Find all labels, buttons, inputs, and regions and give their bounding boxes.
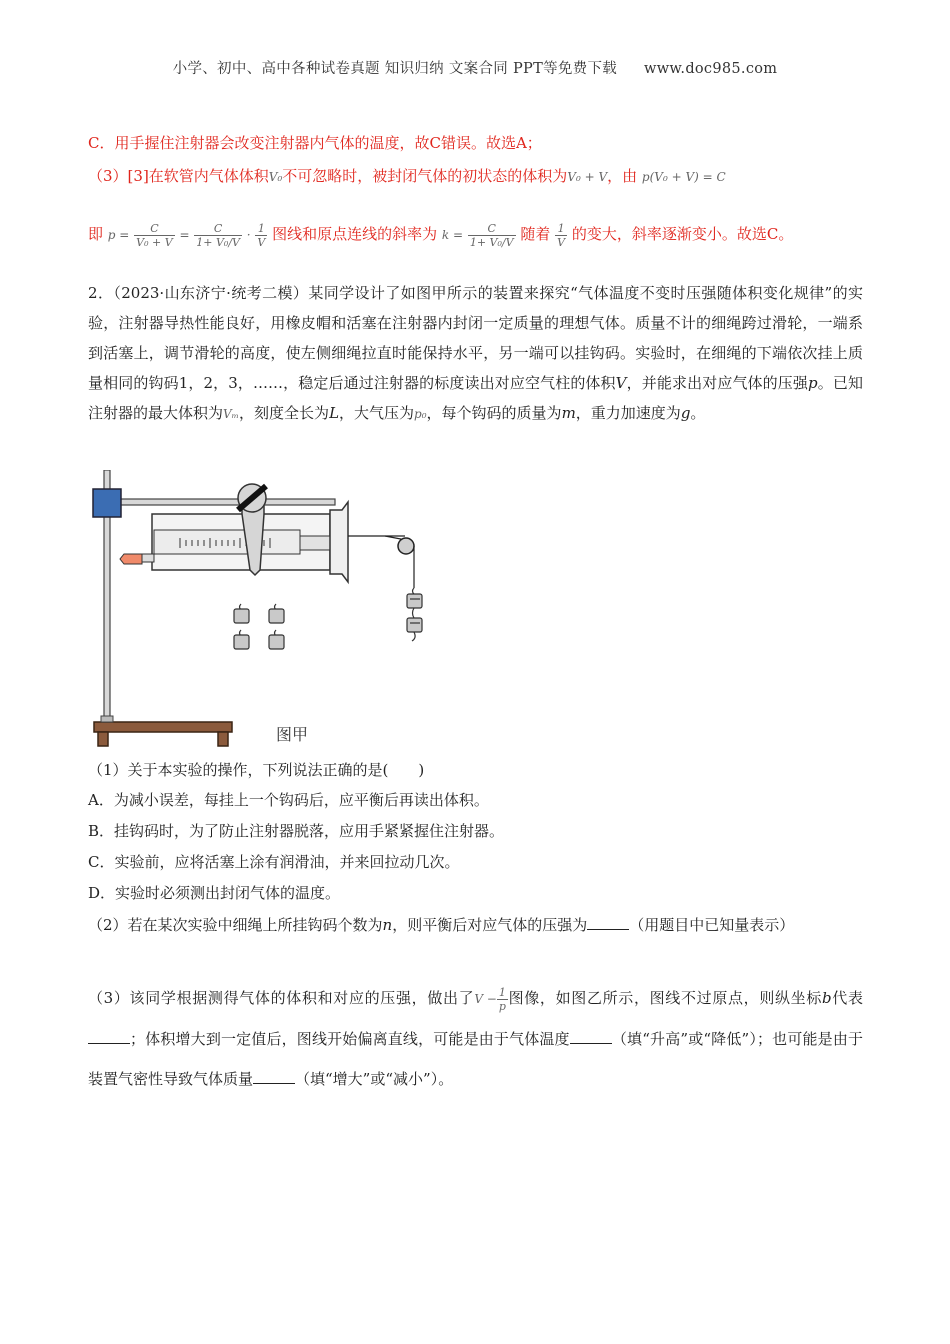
plunger-rod: [300, 536, 330, 550]
header-text: 小学、初中、高中各种试卷真题 知识归纳 文案合同 PPT等免费下载: [172, 61, 618, 77]
syringe-inner: [154, 530, 300, 554]
stand-base: [94, 722, 232, 732]
syringe-nozzle: [142, 554, 154, 562]
spare-weight: [234, 630, 249, 649]
option-a: A．为减小误差，每挂上一个钩码后，应平衡后再读出体积。: [88, 791, 489, 809]
pole-collar: [101, 716, 113, 722]
answer-blank-4[interactable]: [253, 1069, 295, 1084]
spare-weight: [234, 604, 249, 623]
answer-line-4: 即 p = $\frac{C}{\text{V₀ + V}}$ = $\frac{C}{\text{1+ V₀/V}}$ · $\frac{1}{V}$ 图线和原点连线的斜率为 k = $\frac{C}{\text{1+ V₀/V}}$ 随着 $\frac{1}{V}$ 的变大，斜率逐渐变小。故选C。: [88, 221, 794, 249]
q1-stem: （1）关于本实验的操作，下列说法正确的是( ): [88, 761, 425, 779]
pulley: [398, 538, 414, 554]
figure-label: 图甲: [276, 725, 309, 744]
frac-1-over-v: $\frac{1}{V}$: [257, 221, 266, 249]
stand-foot-right: [218, 732, 228, 746]
math-v0: V₀: [268, 170, 283, 184]
q2-stem: （2）若在某次实验中细绳上所挂钩码个数为n，则平衡后对应气体的压强为 （用题目中已知量表示）: [88, 916, 795, 934]
rubber-cap: [120, 554, 142, 564]
math-v0-plus-v: V₀ + V: [567, 170, 608, 184]
option-d: D．实验时必须测出封闭气体的温度。: [88, 884, 341, 902]
answer-blank-2[interactable]: [88, 1029, 130, 1044]
math-law: p(V₀ + V) = C: [641, 170, 726, 184]
spare-weight: [269, 630, 284, 649]
page-header: [0, 57, 950, 78]
answer-blank-3[interactable]: [570, 1029, 612, 1044]
frac-c-over-1v0v: $\frac{C}{\text{1+ V₀/V}}$: [196, 221, 240, 249]
frac-c-over-v0v: $\frac{C}{\text{V₀ + V}}$: [136, 221, 173, 249]
math-vm: Vₘ: [223, 407, 240, 421]
math-p0: p₀: [414, 407, 427, 421]
option-b: B．挂钩码时，为了防止注射器脱落，应用手紧紧握住注射器。: [88, 822, 505, 840]
syringe-flange: [330, 502, 348, 582]
answer-line-3: （3）[3]在软管内气体体积V₀不可忽略时，被封闭气体的初状态的体积为V₀ + V，由 p(V₀ + V) = C: [88, 165, 726, 188]
header-site: www.doc985.com: [644, 61, 778, 77]
frac-1-over-v-b: $\frac{1}{V}$: [557, 221, 566, 249]
spare-weight: [269, 604, 284, 623]
option-c: C．实验前，应将活塞上涂有润滑油，并来回拉动几次。: [88, 853, 460, 871]
q3-stem: （3）该同学根据测得气体的体积和对应的压强，做出了V − $\frac{1}{p}$ 图像，如图乙所示，图线不过原点，则纵坐标b代表；体积增大到一定值后，图线开始偏离直线，可能是由于气体温度 （填“升高”或“降低”）；也可能是由于装置气密性导致气体质量 （填“增大”或“减小”）。: [88, 985, 863, 1088]
frac-1-over-p: $\frac{1}{p}$: [498, 985, 506, 1013]
answer-c-line: C．用手握住注射器会改变注射器内气体的温度，故C错误。故选A；: [88, 134, 542, 152]
clamp-block: [93, 489, 121, 517]
question-intro: 2．（2023·山东济宁·统考二模）某同学设计了如图甲所示的装置来探究“气体温度不变时压强随体积变化规律”的实验，注射器导热性能良好，用橡皮帽和活塞在注射器内封闭一定质量的理想气体。质量不计的细绳跨过滑轮，一端系到活塞上，调节滑轮的高度，使左侧细绳拉直时能保持水平，另一端可以挂钩码。实验时，在细绳的下端依次挂上质量相同的钩码1，2，3，……，稳定后通过注射器的标度读出对应空气柱的体积V，并能求出对应气体的压强p。已知注射器的最大体积为Vₘ，刻度全长为L，大气压为p₀，每个钩码的质量为m，重力加速度为g。: [88, 278, 863, 429]
stand-foot-left: [98, 732, 108, 746]
horizontal-rod: [110, 499, 335, 505]
hanging-weight-bottom: [407, 608, 422, 641]
hanging-weight-top: [407, 588, 422, 608]
frac-k: $\frac{C}{\text{1+ V₀/V}}$: [469, 221, 514, 249]
answer-blank-1[interactable]: [587, 915, 629, 930]
apparatus-figure: [80, 470, 460, 755]
